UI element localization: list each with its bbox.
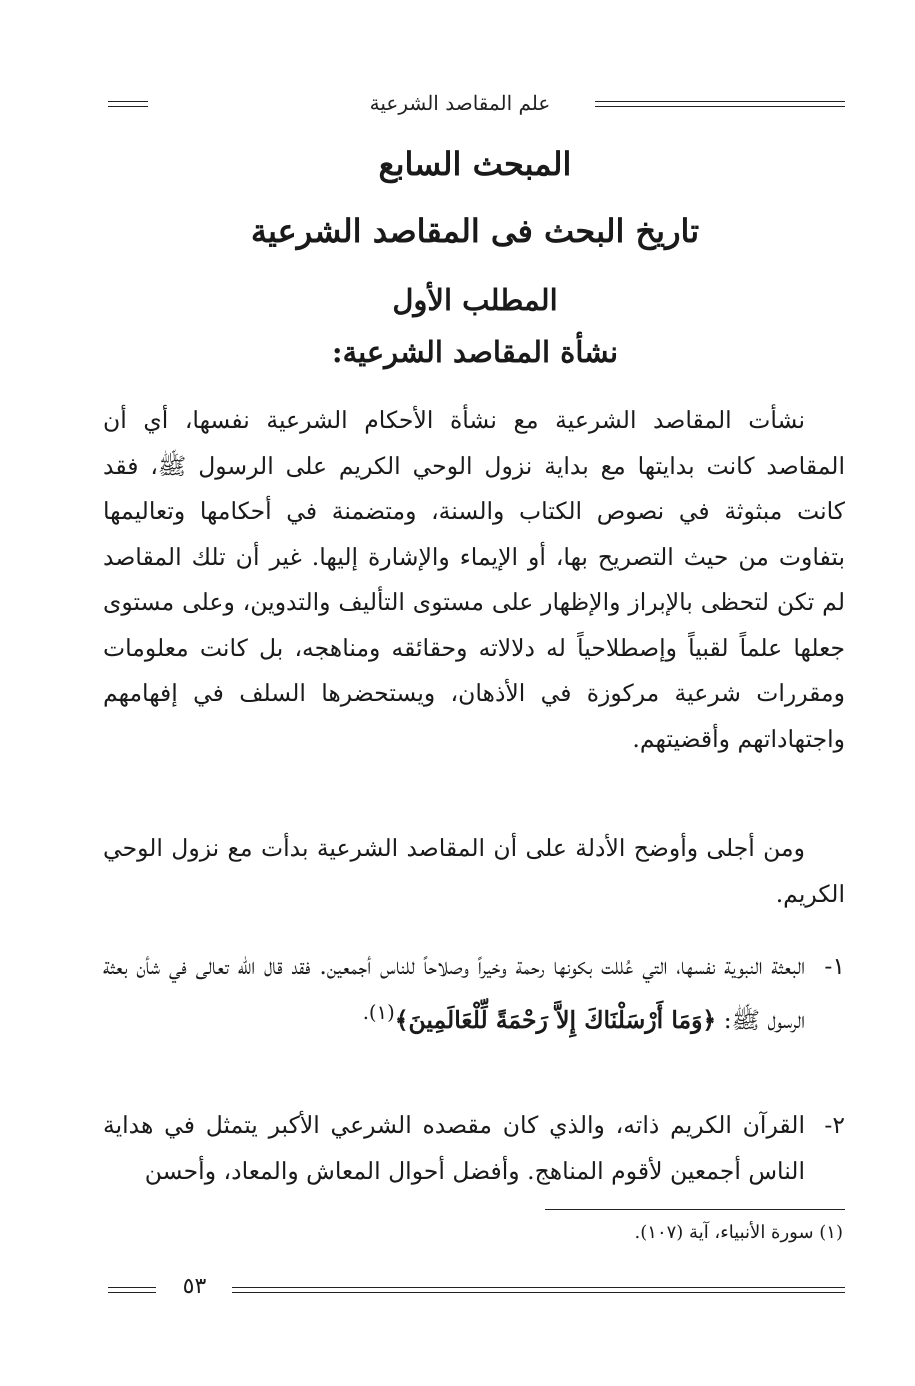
item-2-text: القرآن الكريم ذاته، والذي كان مقصده الشرعي الأكبر يتمثل في هداية الناس أجمعين لأقوم المناهج. وأفضل أحوال المعاش والمعاد، وأحسن: [103, 1111, 805, 1185]
footnote-ref: (١).: [362, 1000, 395, 1024]
header-rule-right: [595, 101, 845, 107]
footer-rule-left: [108, 1287, 156, 1293]
list-item-2: [103, 1103, 845, 1194]
paragraph-1: نشأت المقاصد الشرعية مع نشأة الأحكام الشرعية نفسها، أي أن المقاصد كانت بدايتها مع بداية نزول الوحي الكريم على الرسول ﷺ، فقد كانت مبثوثة في نصوص الكتاب والسنة، ومتضمنة في أحكامها وتعاليمها بتفاوت من حيث التصريح بها، أو الإيماء والإشارة إليها. غير أن تلك المقاصد لم تكن لتحظى بالإبراز والإظهار على مستوى التأليف والتدوين، وعلى مستوى جعلها علماً لقبياً وإصطلاحياً له دلالاته وحقائقه ومناهجه، بل كانت معلومات ومقررات شرعية مركوزة في الأذهان، ويستحضرها السلف في إفهامهم واجتهاداتهم وأقضيتهم.: [103, 406, 845, 753]
chapter-heading: المبحث السابع: [378, 145, 572, 183]
item-number: ٢-: [824, 1111, 845, 1139]
chapter-title: تاريخ البحث فى المقاصد الشرعية: [250, 212, 700, 250]
page-number: ٥٣: [182, 1274, 207, 1299]
item-1-text: البعثة النبوية نفسها، التي عُللت بكونها رحمة وخيراً وصلاحاً للناس أجمعين. فقد قال الله تعالى في شأن بعثة الرسول ﷺ:: [103, 952, 805, 1034]
footnote: (١) سورة الأنبياء، آية (١٠٧).: [634, 1222, 843, 1243]
running-title: علم المقاصد الشرعية: [369, 91, 551, 115]
header-rule-left: [108, 101, 148, 107]
list-item-1: [103, 944, 845, 1043]
quran-quote: ﴿وَمَا أَرْسَلْنَاكَ إِلاَّ رَحْمَةً لِّلْعَالَمِينَ﴾: [394, 1005, 717, 1034]
item-number: ١-: [824, 952, 845, 980]
paragraph-2: ومن أجلى وأوضح الأدلة على أن المقاصد الشرعية بدأت مع نزول الوحي الكريم.: [103, 834, 845, 908]
item-text: [103, 944, 805, 1043]
section-heading: المطلب الأول: [392, 283, 558, 317]
section-title: نشأة المقاصد الشرعية:: [331, 335, 619, 369]
footnote-rule: [545, 1209, 845, 1210]
footer-rule-right: [232, 1287, 845, 1293]
